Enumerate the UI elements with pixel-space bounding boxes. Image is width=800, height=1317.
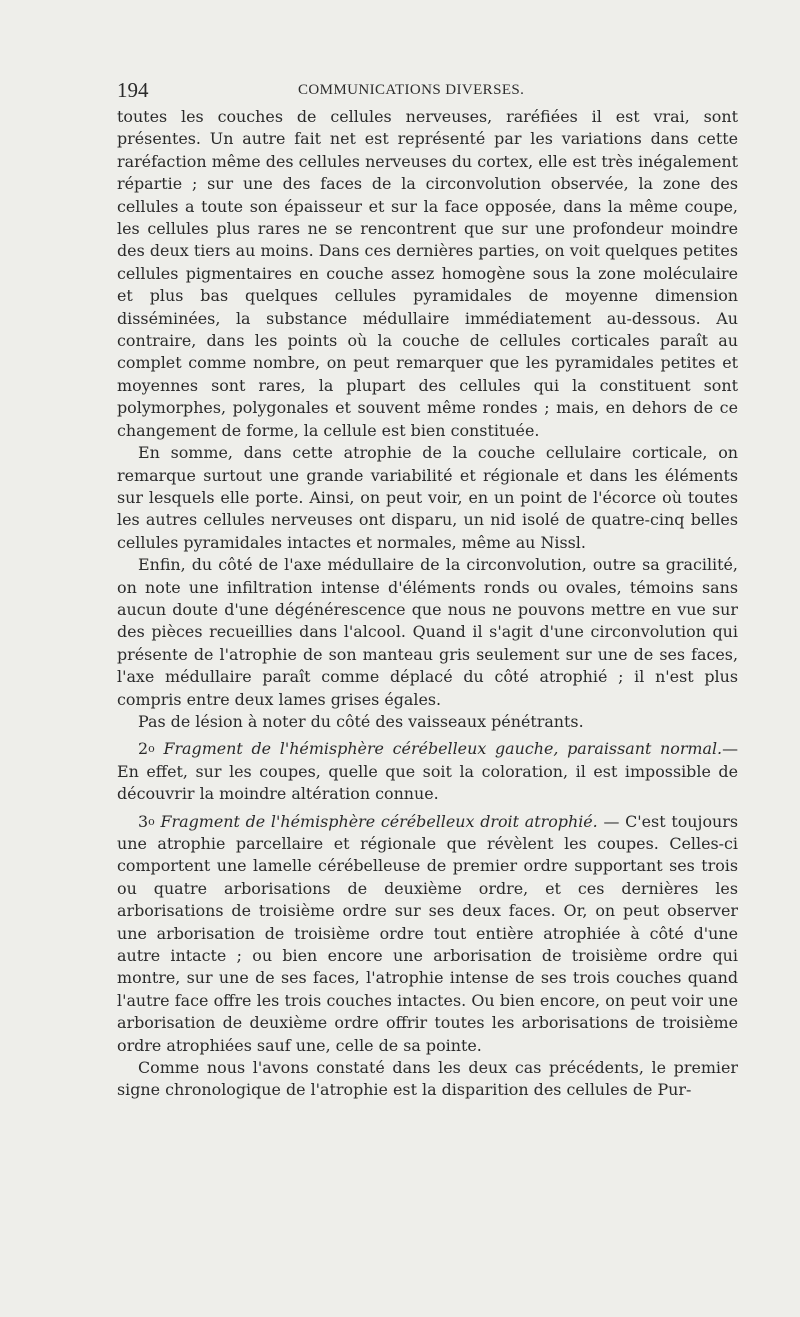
- page-number: 194: [117, 78, 149, 102]
- body-text: [117, 106, 738, 1102]
- section-number-suffix: o: [148, 814, 155, 828]
- section-number: 3: [138, 811, 149, 831]
- paragraph-3: Enfin, du côté de l'axe médullaire de la circonvolution, outre sa gracilité, on note une infiltration intense d'éléments ronds ou ovales, témoins sans aucun doute d'une dégénérescence que nous ne pouvons mettre en vue sur des pièces recueillies dans l'alcool. Quand il s'agit d'une circonvolution qui présente de l'atrophie de son manteau gris seulement sur une de ses faces, l'axe médullaire paraît comme déplacé du côté atrophié ; il n'est plus compris entre deux lames grises égales.: [117, 555, 738, 709]
- section-number: 2: [138, 739, 149, 759]
- paragraph-2: En somme, dans cette atrophie de la couche cellulaire corticale, on remarque surtout une grande variabilité et régionale et dans les éléments sur lesquels elle porte. Ainsi, on peut voir, en un point de l'écorce où toutes les autres cellules nerveuses ont disparu, un nid isolé de quatre-cinq belles cellules pyramidales intactes et normales, même au Nissl.: [117, 443, 738, 552]
- paragraph-section-3: [117, 811, 738, 1057]
- running-title: COMMUNICATIONS DIVERSES.: [298, 82, 525, 98]
- paragraph-7: Comme nous l'avons constaté dans les deux cas précédents, le premier signe chronologique de l'atrophie est la disparition des cellules de Pur-: [117, 1058, 738, 1100]
- em-dash: —: [722, 739, 738, 759]
- paragraph-4: Pas de lésion à noter du côté des vaisseaux pénétrants.: [138, 711, 584, 731]
- paragraph-1: toutes les couches de cellules nerveuses, raréfiées il est vrai, sont présentes. Un autre fait net est représenté par les variations dans cette raréfaction même des cellules nerveuses du cortex, elle est très inégalement répartie ; sur une des faces de la circonvolution observée, la zone des cellules a toute son épaisseur et sur la face opposée, dans la même coupe, les cellules plus rares ne se rencontrent que sur une profondeur moindre des deux tiers au moins. Dans ces dernières parties, on voit quelques petites cellules pigmentaires en couche assez homogène sous la zone moléculaire et plus bas quelques cellules pyramidales de moyenne dimension disséminées, la substance médullaire immédiatement au-dessous. Au contraire, dans les points où la couche de cellules corticales paraît au complet comme nombre, on peut remarquer que les pyramidales petites et moyennes sont rares, la plupart des cellules qui la constituent sont polymorphes, polygonales et souvent même rondes ; mais, en dehors de ce changement de forme, la cellule est bien constituée.: [117, 107, 738, 440]
- section-text: C'est toujours une atrophie parcellaire et régionale que révèlent les coupes. Celles-ci comportent une lamelle cérébelleuse de premier ordre supportant ses trois ou quatre arborisations de deuxième ordre, et ces dernières les arborisations de troisième ordre sur ses deux faces. Or, on peut observer une arborisation de troisième ordre tout entière atrophiée à côté d'une autre intacte ; ou bien encore une arborisation de troisième ordre qui montre, sur une de ses faces, l'atrophie intense de ses trois couches quand l'autre face offre les trois couches intactes. Ou bien encore, on peut voir une arborisation de deuxième ordre offrir toutes les arborisations de troisième ordre atrophiées sauf une, celle de sa pointe.: [117, 811, 738, 1055]
- section-text: En effet, sur les coupes, quelle que soit la coloration, il est impossible de découvrir la moindre altération connue.: [117, 761, 738, 804]
- em-dash: —: [603, 811, 620, 831]
- page-header: [117, 78, 738, 104]
- paragraph-section-2: [117, 738, 738, 805]
- section-title: Fragment de l'hémisphère cérébelleux gauche, paraissant normal.: [163, 739, 723, 759]
- page: [117, 78, 738, 1102]
- section-title: Fragment de l'hémisphère cérébelleux droit atrophié.: [160, 811, 598, 831]
- section-number-suffix: o: [148, 742, 155, 756]
